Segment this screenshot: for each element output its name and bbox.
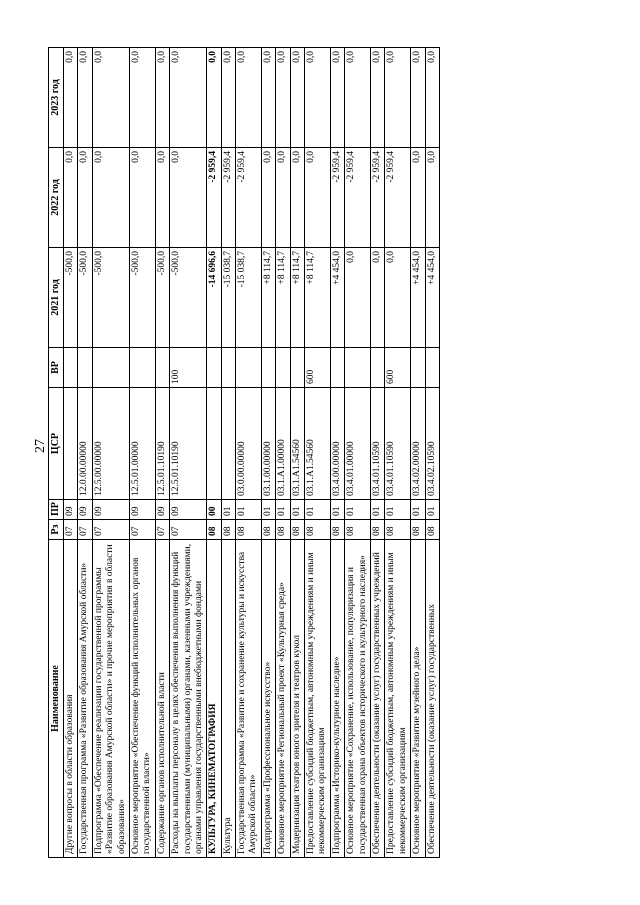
cell-2023: 0,0 — [92, 48, 129, 148]
cell-rz: 07 — [64, 520, 78, 540]
cell-2021: 0,0 — [370, 248, 384, 348]
cell-2023: 0,0 — [305, 48, 331, 148]
table-row — [221, 48, 235, 858]
cell-vr — [92, 348, 129, 388]
table-row — [411, 48, 425, 858]
cell-2023: 0,0 — [425, 48, 439, 148]
cell-vr — [290, 348, 304, 388]
cell-pr: 09 — [64, 500, 78, 520]
cell-rz: 08 — [207, 520, 221, 540]
cell-name: Обеспечение деятельности (оказание услуг) государственных — [425, 540, 439, 858]
table-row — [236, 48, 262, 858]
cell-pr: 01 — [370, 500, 384, 520]
cell-2021: -500,0 — [155, 248, 169, 348]
cell-vr — [64, 348, 78, 388]
cell-name: Обеспечение деятельности (оказание услуг) государственных учреждений — [370, 540, 384, 858]
table-row — [155, 48, 169, 858]
cell-csr: 03.4.01.00000 — [345, 388, 371, 500]
cell-vr — [370, 348, 384, 388]
cell-2023: 0,0 — [276, 48, 290, 148]
cell-2021: -500,0 — [129, 248, 155, 348]
cell-pr: 01 — [236, 500, 262, 520]
table-row — [207, 48, 221, 858]
cell-2023: 0,0 — [345, 48, 371, 148]
table-row — [290, 48, 304, 858]
header-rz: Рз — [49, 520, 64, 540]
header-2023: 2023 год — [49, 48, 64, 148]
table-row — [370, 48, 384, 858]
cell-2021: +8 114,7 — [276, 248, 290, 348]
table-body — [64, 48, 440, 858]
cell-rz: 08 — [221, 520, 235, 540]
cell-2022: 0,0 — [305, 148, 331, 248]
cell-2022: 0,0 — [155, 148, 169, 248]
cell-name: Подпрограмма «Обеспечение реализации государственной программы «Развитие образования Амурской области» и прочие мероприятия в области образования» — [92, 540, 129, 858]
cell-pr: 09 — [78, 500, 92, 520]
header-vr: ВР — [49, 348, 64, 388]
cell-2023: 0,0 — [129, 48, 155, 148]
cell-vr — [345, 348, 371, 388]
cell-vr — [207, 348, 221, 388]
page-number: 27 — [33, 439, 48, 453]
cell-pr: 01 — [385, 500, 411, 520]
cell-2021: +4 454,0 — [411, 248, 425, 348]
cell-name: Основное мероприятие «Обеспечение функций исполнительных органов государственной власти» — [129, 540, 155, 858]
cell-2021: 0,0 — [345, 248, 371, 348]
table-row — [261, 48, 275, 858]
cell-name: Основное мероприятие «Региональный проект «Культурная среда» — [276, 540, 290, 858]
cell-vr — [221, 348, 235, 388]
cell-csr: 03.4.02.00000 — [411, 388, 425, 500]
cell-rz: 08 — [425, 520, 439, 540]
cell-name: Другие вопросы в области образования — [64, 540, 78, 858]
cell-csr: 03.4.01.10590 — [385, 388, 411, 500]
header-2022: 2022 год — [49, 148, 64, 248]
cell-2021: -500,0 — [92, 248, 129, 348]
cell-vr — [78, 348, 92, 388]
cell-2022: 0,0 — [425, 148, 439, 248]
cell-rz: 08 — [370, 520, 384, 540]
cell-2022: 0,0 — [92, 148, 129, 248]
cell-rz: 08 — [290, 520, 304, 540]
cell-csr — [221, 388, 235, 500]
cell-vr: 600 — [305, 348, 331, 388]
cell-csr: 12.0.00.00000 — [78, 388, 92, 500]
cell-vr — [425, 348, 439, 388]
cell-name: Предоставление субсидий бюджетным, автономным учреждениям и иным некоммерческим организациям — [385, 540, 411, 858]
cell-2022: 0,0 — [290, 148, 304, 248]
cell-2021: -15 038,7 — [236, 248, 262, 348]
cell-csr: 03.1.A1.00000 — [276, 388, 290, 500]
table-row — [64, 48, 78, 858]
cell-rz: 07 — [155, 520, 169, 540]
budget-table — [48, 47, 440, 858]
budget-table-container — [48, 48, 588, 858]
cell-csr: 03.4.02.10590 — [425, 388, 439, 500]
cell-rz: 08 — [385, 520, 411, 540]
cell-2023: 0,0 — [221, 48, 235, 148]
cell-2023: 0,0 — [261, 48, 275, 148]
cell-vr — [276, 348, 290, 388]
cell-csr: 03.0.00.00000 — [236, 388, 262, 500]
cell-2022: -2 959,4 — [345, 148, 371, 248]
cell-2021: +4 454,0 — [330, 248, 344, 348]
cell-2022: -2 959,4 — [330, 148, 344, 248]
cell-rz: 07 — [92, 520, 129, 540]
cell-rz: 08 — [276, 520, 290, 540]
cell-pr: 09 — [129, 500, 155, 520]
cell-rz: 07 — [78, 520, 92, 540]
table-row — [170, 48, 207, 858]
cell-pr: 01 — [290, 500, 304, 520]
cell-rz: 08 — [261, 520, 275, 540]
cell-pr: 01 — [330, 500, 344, 520]
cell-pr: 09 — [155, 500, 169, 520]
table-row — [129, 48, 155, 858]
cell-2022: 0,0 — [261, 148, 275, 248]
cell-name: Культура — [221, 540, 235, 858]
cell-pr: 01 — [221, 500, 235, 520]
cell-2023: 0,0 — [370, 48, 384, 148]
cell-pr: 01 — [305, 500, 331, 520]
cell-2022: 0,0 — [411, 148, 425, 248]
cell-pr: 01 — [345, 500, 371, 520]
cell-2021: -14 696,6 — [207, 248, 221, 348]
cell-rz: 07 — [170, 520, 207, 540]
cell-2021: +8 114,7 — [305, 248, 331, 348]
cell-2022: 0,0 — [64, 148, 78, 248]
cell-vr: 100 — [170, 348, 207, 388]
cell-name: Подпрограмма «Историко-культурное наследие» — [330, 540, 344, 858]
cell-csr: 03.1.A1.54560 — [305, 388, 331, 500]
cell-name: Государственная программа «Развитие образования Амурской области» — [78, 540, 92, 858]
cell-name: Предоставление субсидий бюджетным, автономным учреждениям и иным некоммерческим организациям — [305, 540, 331, 858]
cell-2022: -2 959,4 — [236, 148, 262, 248]
cell-vr — [330, 348, 344, 388]
cell-2023: 0,0 — [330, 48, 344, 148]
cell-2022: 0,0 — [170, 148, 207, 248]
table-row — [78, 48, 92, 858]
cell-rz: 08 — [236, 520, 262, 540]
cell-2022: -2 959,4 — [221, 148, 235, 248]
cell-name: Подпрограмма «Профессиональное искусство» — [261, 540, 275, 858]
cell-rz: 08 — [305, 520, 331, 540]
cell-2021: +4 454,0 — [425, 248, 439, 348]
cell-2021: +8 114,7 — [261, 248, 275, 348]
cell-name: Содержание органов исполнительной власти — [155, 540, 169, 858]
cell-name: Модернизация театров юного зрителя и театров кукол — [290, 540, 304, 858]
table-header-row — [49, 48, 64, 858]
cell-2023: 0,0 — [64, 48, 78, 148]
cell-rz: 08 — [330, 520, 344, 540]
table-row — [385, 48, 411, 858]
cell-2022: 0,0 — [129, 148, 155, 248]
cell-2021: +8 114,7 — [290, 248, 304, 348]
cell-rz: 08 — [345, 520, 371, 540]
cell-csr: 03.1.A1.54560 — [290, 388, 304, 500]
table-row — [425, 48, 439, 858]
cell-2023: 0,0 — [207, 48, 221, 148]
cell-2021: -15 038,7 — [221, 248, 235, 348]
cell-csr: 12.5.00.00000 — [92, 388, 129, 500]
cell-2022: -2 959,4 — [370, 148, 384, 248]
cell-2023: 0,0 — [170, 48, 207, 148]
cell-vr — [236, 348, 262, 388]
cell-csr: 12.5.01.10190 — [155, 388, 169, 500]
cell-vr — [155, 348, 169, 388]
cell-pr: 01 — [261, 500, 275, 520]
cell-2021: -500,0 — [78, 248, 92, 348]
cell-csr: 03.4.01.10590 — [370, 388, 384, 500]
cell-vr — [411, 348, 425, 388]
header-2021: 2021 год — [49, 248, 64, 348]
cell-2023: 0,0 — [411, 48, 425, 148]
cell-2023: 0,0 — [290, 48, 304, 148]
cell-pr: 09 — [170, 500, 207, 520]
table-row — [345, 48, 371, 858]
cell-rz: 08 — [411, 520, 425, 540]
cell-pr: 09 — [92, 500, 129, 520]
table-row — [330, 48, 344, 858]
cell-csr — [64, 388, 78, 500]
header-pr: ПР — [49, 500, 64, 520]
cell-csr — [207, 388, 221, 500]
cell-rz: 07 — [129, 520, 155, 540]
cell-name: КУЛЬТУРА, КИНЕМАТОГРАФИЯ — [207, 540, 221, 858]
cell-2022: 0,0 — [78, 148, 92, 248]
cell-name: Основное мероприятие «Сохранение, использование, популяризация и государственная охрана объектов исторического и культурного наследия» — [345, 540, 371, 858]
cell-csr: 03.4.00.00000 — [330, 388, 344, 500]
cell-2022: -2 959,4 — [385, 148, 411, 248]
cell-2023: 0,0 — [78, 48, 92, 148]
cell-2023: 0,0 — [236, 48, 262, 148]
table-row — [305, 48, 331, 858]
cell-name: Основное мероприятие «Развитие музейного дела» — [411, 540, 425, 858]
cell-2021: -500,0 — [170, 248, 207, 348]
cell-vr: 600 — [385, 348, 411, 388]
table-row — [92, 48, 129, 858]
cell-name: Государственная программа «Развитие и сохранение культуры и искусства Амурской области» — [236, 540, 262, 858]
cell-vr — [261, 348, 275, 388]
cell-2022: 0,0 — [276, 148, 290, 248]
cell-2022: -2 959,4 — [207, 148, 221, 248]
cell-csr: 12.5.01.00000 — [129, 388, 155, 500]
cell-2023: 0,0 — [155, 48, 169, 148]
cell-pr: 01 — [425, 500, 439, 520]
cell-pr: 00 — [207, 500, 221, 520]
header-name: Наименование — [49, 540, 64, 858]
cell-2023: 0,0 — [385, 48, 411, 148]
cell-vr — [129, 348, 155, 388]
cell-2021: 0,0 — [385, 248, 411, 348]
cell-name: Расходы на выплаты персоналу в целях обеспечения выполнения функций государственными (муниципальными) органами, казенными учреждениями, органами управления государственными внебюджетными фондами — [170, 540, 207, 858]
header-csr: ЦСР — [49, 388, 64, 500]
cell-csr: 12.5.01.10190 — [170, 388, 207, 500]
cell-csr: 03.1.00.00000 — [261, 388, 275, 500]
cell-2021: -500,0 — [64, 248, 78, 348]
table-row — [276, 48, 290, 858]
cell-pr: 01 — [276, 500, 290, 520]
cell-pr: 01 — [411, 500, 425, 520]
